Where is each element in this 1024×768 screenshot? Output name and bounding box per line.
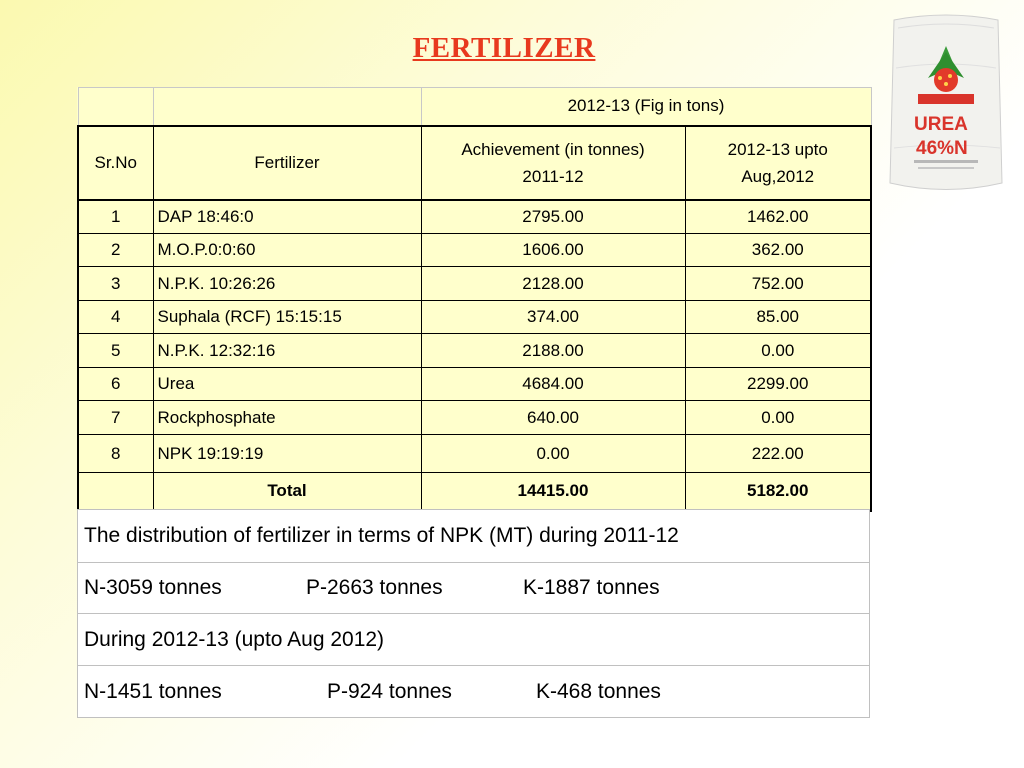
urea-sack-image	[884, 8, 1008, 198]
total-upto: 5182.00	[685, 473, 871, 511]
achievement-cell: 2188.00	[421, 334, 685, 368]
upto-cell: 0.00	[685, 401, 871, 435]
achievement-header-line1: Achievement (in tonnes)	[461, 139, 645, 159]
table-row	[78, 200, 871, 234]
table-header-row	[78, 126, 871, 200]
achievement-cell: 4684.00	[421, 368, 685, 401]
achievement-header-line2: 2011-12	[522, 166, 584, 186]
sr-cell: 6	[78, 368, 153, 401]
page-title: FERTILIZER	[412, 32, 596, 64]
notes-row	[78, 666, 870, 718]
achievement-cell: 374.00	[421, 301, 685, 334]
notes-row	[78, 510, 870, 563]
fertilizer-cell: DAP 18:46:0	[153, 200, 421, 234]
notes-row	[78, 614, 870, 666]
table-top-header-row	[78, 88, 871, 126]
sr-cell: 7	[78, 401, 153, 435]
year-header: 2012-13 (Fig in tons)	[421, 88, 871, 126]
achievement-cell: 640.00	[421, 401, 685, 435]
sr-cell: 8	[78, 435, 153, 473]
achievement-cell: 0.00	[421, 435, 685, 473]
sr-cell: 3	[78, 267, 153, 301]
table-row	[78, 234, 871, 267]
npk-2012-heading: During 2012-13 (upto Aug 2012)	[78, 614, 870, 666]
npk-2011-p: P-2663 tonnes	[306, 576, 443, 599]
npk-notes-table	[77, 509, 870, 718]
npk-2011-k: K-1887 tonnes	[523, 576, 660, 599]
fertilizer-table	[77, 87, 872, 512]
upto-cell: 752.00	[685, 267, 871, 301]
fertilizer-cell: NPK 19:19:19	[153, 435, 421, 473]
total-achievement: 14415.00	[421, 473, 685, 511]
fertilizer-cell: Urea	[153, 368, 421, 401]
fertilizer-cell: M.O.P.0:0:60	[153, 234, 421, 267]
upto-cell: 2299.00	[685, 368, 871, 401]
fertilizer-cell: N.P.K. 12:32:16	[153, 334, 421, 368]
npk-2011-values	[78, 563, 870, 614]
table-row	[78, 334, 871, 368]
npk-2012-k: K-468 tonnes	[536, 679, 661, 703]
npk-2012-values	[78, 666, 870, 718]
npk-2012-p: P-924 tonnes	[327, 679, 452, 703]
sack-brand-text: UREA	[914, 114, 968, 135]
upto-cell: 1462.00	[685, 200, 871, 234]
upto-cell: 85.00	[685, 301, 871, 334]
sr-cell: 2	[78, 234, 153, 267]
sr-cell: 4	[78, 301, 153, 334]
total-row	[78, 473, 871, 511]
achievement-cell: 1606.00	[421, 234, 685, 267]
notes-row	[78, 563, 870, 614]
sr-cell: 1	[78, 200, 153, 234]
upto-header-line2: Aug,2012	[741, 166, 815, 186]
empty-cell	[153, 88, 421, 126]
npk-2011-heading: The distribution of fertilizer in terms of NPK (MT) during 2011-12	[78, 510, 870, 563]
fertilizer-cell: N.P.K. 10:26:26	[153, 267, 421, 301]
achievement-cell: 2128.00	[421, 267, 685, 301]
sr-cell: 5	[78, 334, 153, 368]
upto-cell: 222.00	[685, 435, 871, 473]
empty-cell	[78, 473, 153, 511]
srno-header: Sr.No	[78, 126, 153, 200]
upto-header	[685, 126, 871, 200]
total-label: Total	[153, 473, 421, 511]
achievement-header	[421, 126, 685, 200]
npk-2011-n: N-3059 tonnes	[84, 576, 222, 599]
table-row	[78, 267, 871, 301]
npk-2012-n: N-1451 tonnes	[84, 679, 222, 703]
empty-cell	[78, 88, 153, 126]
fertilizer-cell: Suphala (RCF) 15:15:15	[153, 301, 421, 334]
fertilizer-header: Fertilizer	[153, 126, 421, 200]
achievement-cell: 2795.00	[421, 200, 685, 234]
upto-header-line1: 2012-13 upto	[727, 139, 828, 159]
sack-grade-text: 46%N	[916, 138, 968, 159]
table-row	[78, 435, 871, 473]
table-row	[78, 368, 871, 401]
fertilizer-cell: Rockphosphate	[153, 401, 421, 435]
upto-cell: 0.00	[685, 334, 871, 368]
table-row	[78, 401, 871, 435]
upto-cell: 362.00	[685, 234, 871, 267]
table-row	[78, 301, 871, 334]
